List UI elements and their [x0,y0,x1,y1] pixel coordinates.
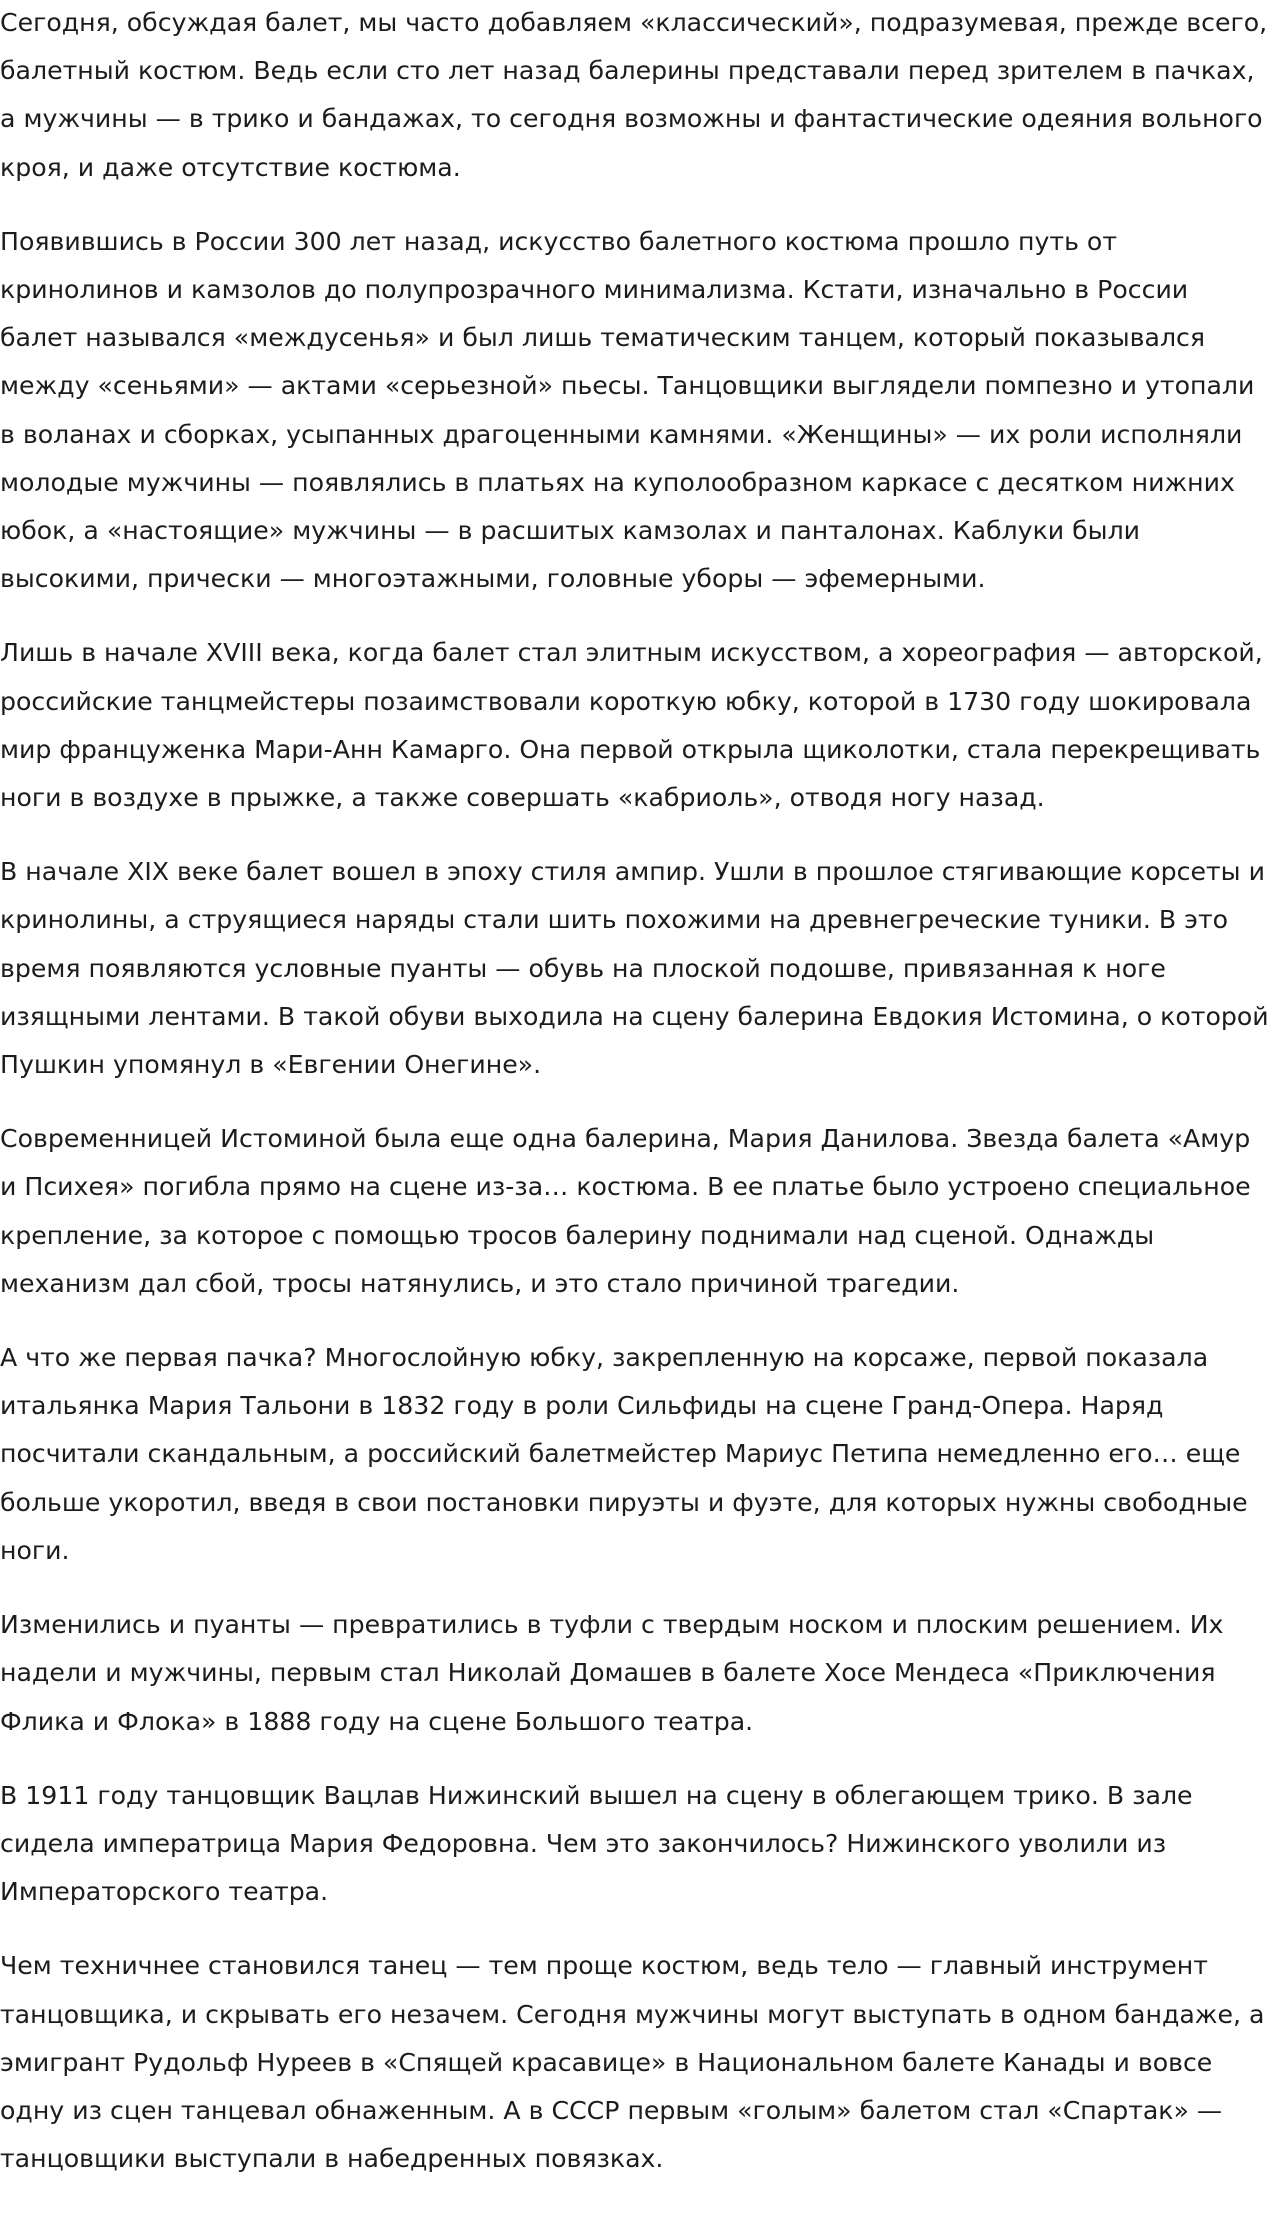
paragraph-7: Изменились и пуанты — превратились в туфли с твердым носком и плоским решением. Их надели и мужчины, первым стал Николай Домашев в балете Хосе Мендеса «Приключения Флика и Флока» в 1888 году на сцене Большого театра. [0,1610,1224,1736]
paragraph-6: А что же первая пачка? Многослойную юбку, закрепленную на корсаже, первой показала итальянка Мария Тальони в 1832 году в роли Сильфиды на сцене Гранд-Опера. Наряд посчитали скандальным, а российский балетмейстер Мариус Петипа немедленно его… еще больше укоротил, введя в свои постановки пируэты и фуэте, для которых нужны свободные ноги. [0,1343,1248,1565]
paragraph-9: Чем техничнее становился танец — тем проще костюм, ведь тело — главный инструмент танцовщика, и скрывать его незачем. Сегодня мужчины могут выступать в одном бандаже, а эмигрант Рудольф Нуреев в «Спящей красавице» в Национальном балете Канады и вовсе одну из сцен танцевал обнаженным. А в СССР первым «голым» балетом стал «Спартак» — танцовщики выступали в набедренных повязках. [0,1951,1265,2174]
paragraph-2: Появившись в России 300 лет назад, искусство балетного костюма прошло путь от кринолинов и камзолов до полупрозрачного минимализма. Кстати, изначально в России балет назывался «междусенья» и был лишь тематическим танцем, который показывался между «сеньями» — актами «серьезной» пьесы. Танцовщики выглядели помпезно и утопали в воланах и сборках, усыпанных драгоценными камнями. «Женщины» — их роли исполняли молодые мужчины — появлялись в платьях на куполообразном каркасе с десятком нижних юбок, а «настоящие» мужчины — в расшитых камзолах и панталонах. Каблуки были высокими, прически — многоэтажными, головные уборы — эфемерными. [0,226,1255,594]
paragraph-1: Сегодня, обсуждая балет, мы часто добавляем «классический», подразумевая, прежде всего, балетный костюм. Ведь если сто лет назад балерины представали перед зрителем в пачках, а мужчины — в трико и бандажах, то сегодня возможны и фантастические одеяния вольного кроя, и даже отсутствие костюма. [0,8,1268,182]
paragraph-3: Лишь в начале XVIII века, когда балет стал элитным искусством, а хореография — авторской, российские танцмейстеры позаимствовали короткую юбку, которой в 1730 году шокировала мир француженка Мари-Анн Камарго. Она первой открыла щиколотки, стала перекрещивать ноги в воздухе в прыжке, а также совершать «кабриоль», отводя ногу назад. [0,638,1263,813]
paragraph-5: Современницей Истоминой была еще одна балерина, Мария Данилова. Звезда балета «Амур и Психея» погибла прямо на сцене из-за… костюма. В ее платье было устроено специальное крепление, за которое с помощью тросов балерину поднимали над сценой. Однажды механизм дал сбой, тросы натянулись, и это стало причиной трагедии. [0,1124,1251,1298]
paragraph-8: В 1911 году танцовщик Вацлав Нижинский вышел на сцену в облегающем трико. В зале сидела императрица Мария Федоровна. Чем это закончилось? Нижинского уволили из Императорского театра. [0,1780,1193,1907]
paragraph-4: В начале XIX веке балет вошел в эпоху стиля ампир. Ушли в прошлое стягивающие корсеты и кринолины, а струящиеся наряды стали шить похожими на древнегреческие туники. В это время появляются условные пуанты — обувь на плоской подошве, привязанная к ноге изящными лентами. В такой обуви выходила на сцену балерина Евдокия Истомина, о которой Пушкин упомянул в «Евгении Онегине». [0,857,1269,1080]
